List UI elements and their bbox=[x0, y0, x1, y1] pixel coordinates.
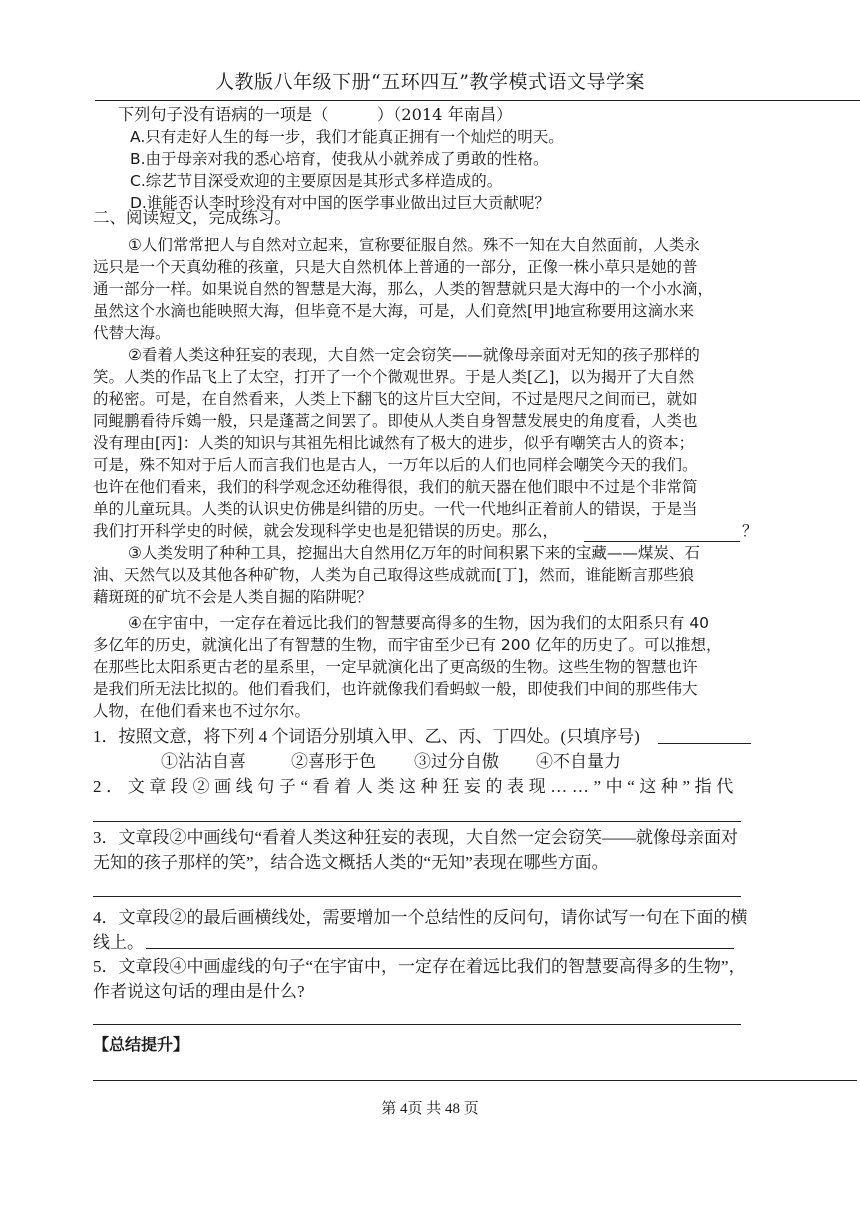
page-header-title: 人教版八年级下册“五环四互”教学模式语文导学案 bbox=[215, 71, 645, 93]
question-3-line-1: 3．文章段②中画线句“看着人类这种狂妄的表现，大自然一定会窃笑——就像母亲面对 bbox=[93, 828, 739, 847]
option-c: C.综艺节目深受欢迎的主要原因是其形式多样造成的。 bbox=[130, 172, 503, 190]
passage-line: 藉斑斑的矿坑不会是人类自掘的陷阱呢？ bbox=[93, 588, 373, 606]
question-2: 2．文章段②画线句子“看着人类这种狂妄的表现……”中“这种”指代 bbox=[93, 777, 738, 796]
passage-line: ③人类发明了种种工具，挖掘出大自然用亿万年的时间积累下来的宝藏——煤炭、石 bbox=[128, 544, 700, 562]
question-4-line-2: 线上。 bbox=[93, 933, 144, 952]
answer-line-q4 bbox=[146, 948, 734, 949]
passage-line: 可是，殊不知对于后人而言我们也是古人，一万年以后的人们也同样会嘲笑今天的我们。 bbox=[93, 456, 698, 474]
answer-line-q3 bbox=[93, 896, 741, 897]
passage-line: 同鲲鹏看待斥鴳一般，只是蓬蒿之间罢了。即使从人类自身智慧发展史的角度看，人类也 bbox=[93, 412, 698, 430]
passage-line: 多亿年的历史，就演化出了有智慧的生物，而宇宙至少已有 200 亿年的历史了。可以推想， bbox=[93, 636, 722, 654]
passage-line: ①人们常常把人与自然对立起来，宣称要征服自然。殊不一知在大自然面前，人类永 bbox=[128, 236, 700, 254]
option-a: A.只有走好人生的每一步，我们才能真正拥有一个灿烂的明天。 bbox=[130, 128, 564, 146]
question-5-line-2: 作者说这句话的理由是什么? bbox=[93, 982, 305, 1001]
header-rule bbox=[95, 100, 860, 101]
passage-line: 是我们所无法比拟的。他们看我们，也许就像我们看蚂蚁一般，即使我们中间的那些伟大 bbox=[93, 680, 698, 698]
question-1: 1．按照文意，将下列 4 个词语分别填入甲、乙、丙、丁四处。(只填序号) bbox=[93, 727, 640, 746]
answer-line-q5 bbox=[93, 1024, 741, 1025]
question-4-line-1: 4．文章段②的最后画横线处，需要增加一个总结性的反问句，请你试写一句在下面的横 bbox=[93, 908, 748, 927]
question-stem: 下列句子没有语病的一项是（ ）（2014 年南昌） bbox=[118, 105, 513, 124]
passage-line: 油、天然气以及其他各种矿物，人类为自己取得这些成就而[丁]，然而，谁能断言那些狼 bbox=[93, 566, 695, 584]
passage-line: 通一部分一样。如果说自然的智慧是大海，那么，人类的智慧就只是大海中的一个小水滴， bbox=[93, 280, 714, 298]
q1-option: ④不自量力 bbox=[536, 752, 621, 771]
question-5-line-1: 5．文章段④中画虚线的句子“在宇宙中，一定存在着远比我们的智慧要高得多的生物”， bbox=[93, 957, 746, 976]
passage-line: 单的儿童玩具。人类的认识史仿佛是纠错的历史。一代一代地纠正着前人的错误，于是当 bbox=[93, 500, 698, 518]
answer-line-q1 bbox=[658, 743, 751, 744]
passage-line: 没有理由[丙]：人类的知识与其祖先相比诚然有了极大的进步，似乎有嘲笑古人的资本； bbox=[93, 434, 695, 452]
passage-line: 的秘密。可是，在自然看来，人类上下翻飞的这片巨大空间，不过是咫尺之间而已，就如 bbox=[93, 390, 698, 408]
section-heading: 二、阅读短文，完成练习。 bbox=[93, 208, 291, 227]
passage-line: 虽然这个水滴也能映照大海，但毕竟不是大海，可是，人们竟然[甲]地宣称要用这滴水来 bbox=[93, 302, 695, 320]
option-d: D.谁能否认李时珍没有对中国的医学事业做出过巨大贡献呢？ bbox=[130, 194, 550, 212]
q1-option: ②喜形于色 bbox=[291, 752, 376, 771]
footer-rule bbox=[93, 1080, 857, 1081]
passage-line: ②看着人类这种狂妄的表现，大自然一定会窃笑——就像母亲面对无知的孩子那样的 bbox=[128, 346, 700, 364]
answer-line-q2 bbox=[93, 821, 741, 822]
passage-line: 在那些比太阳系更古老的星系里，一定早就演化出了更高级的生物。这些生物的智慧也许 bbox=[93, 658, 698, 676]
question-3-line-2: 无知的孩子那样的笑”，结合选文概括人类的“无知”表现在哪些方面。 bbox=[93, 853, 609, 872]
passage-line: 也许在他们看来，我们的科学观念还幼稚得很，我们的航天器在他们眼中不过是个非常简 bbox=[93, 478, 698, 496]
passage-line: 远只是一个天真幼稚的孩童，只是大自然机体上普通的一部分，正像一株小草只是她的普 bbox=[93, 258, 698, 276]
q1-option: ③过分自傲 bbox=[414, 752, 499, 771]
passage-line: ④在宇宙中，一定存在着远比我们的智慧要高得多的生物，因为我们的太阳系只有 40 bbox=[128, 614, 710, 632]
option-b: B.由于母亲对我的悉心培育，使我从小就养成了勇敢的性格。 bbox=[130, 150, 549, 168]
passage-line: 我们打开科学史的时候，就会发现科学史也是犯错误的历史。那么， bbox=[93, 522, 559, 540]
passage-question-mark: ？ bbox=[742, 522, 758, 540]
summary-heading: 【总结提升】 bbox=[93, 1035, 190, 1054]
q1-option: ①沾沾自喜 bbox=[161, 752, 246, 771]
passage-line: 笑。人类的作品飞上了太空，打开了一个个微观世界。于是人类[乙]，以为揭开了大自然 bbox=[93, 368, 695, 386]
page-number: 第 4页 共 48 页 bbox=[381, 1101, 479, 1117]
passage-line: 代替大海。 bbox=[93, 324, 171, 342]
passage-line: 人物，在他们看来也不过尔尔。 bbox=[93, 702, 311, 720]
